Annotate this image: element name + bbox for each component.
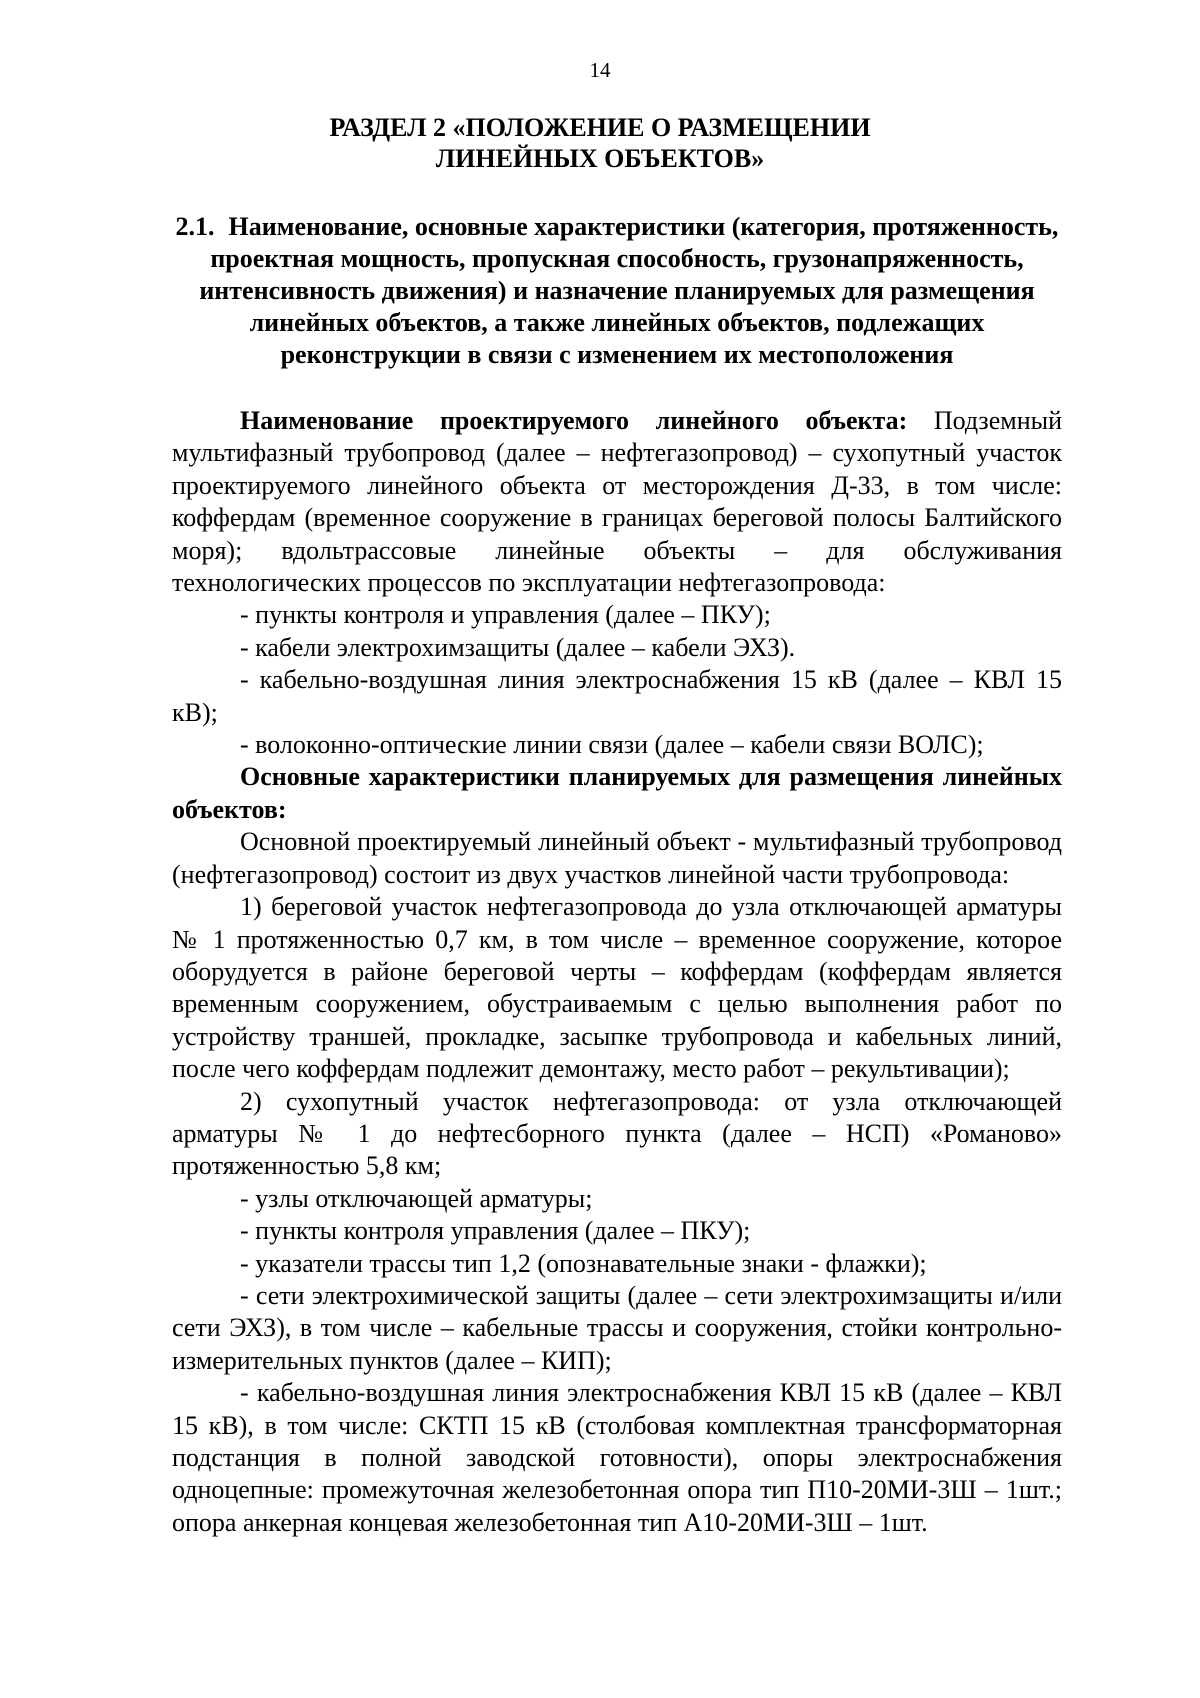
page-number: 14 xyxy=(589,58,611,82)
paragraph: Основной проектируемый линейный объект - мультифазный трубопровод (нефтегазопровод) состоит из двух участков линейной части трубопровода: xyxy=(172,827,1062,889)
list-item: - кабели электрохимзащиты (далее – кабели ЭХЗ). xyxy=(240,632,796,662)
subsection-heading xyxy=(172,211,1062,371)
section-title xyxy=(150,112,1050,174)
paragraph: 2) сухопутный участок нефтегазопровода: от узла отключающей арматуры № 1 до нефтесборного пункта (далее – НСП) «Романово» протяженностью 5,8 км; xyxy=(172,1086,1062,1181)
list-item: - пункты контроля и управления (далее – ПКУ); xyxy=(240,600,771,630)
list-item: - кабельно-воздушная линия электроснабжения КВЛ 15 кВ (далее – КВЛ 15 кВ), в том числе: СКТП 15 кВ (столбовая комплектная трансформаторная подстанция в полной заводской готовности), опоры электроснабжения одноцепные: промежуточная железобетонная опора тип П10-20МИ-3Ш – 1шт.; опора анкерная концевая железобетонная тип А10-20МИ-3Ш – 1шт. xyxy=(172,1378,1062,1537)
paragraph-text: Подземный мультифазный трубопровод (далее – нефтегазопровод) – сухопутный участок проектируемого линейного объекта от месторождения Д-33, в том числе: коффердам (временное сооружение в границах береговой полосы Балтийского моря); вдольтрассовые линейные объекты – для обслуживания технологических процессов по эксплуатации нефтегазопровода: xyxy=(172,406,1062,598)
document-body xyxy=(172,405,1062,1539)
paragraph-label: Основные характеристики планируемых для размещения линейных объектов: xyxy=(172,762,1062,824)
section-title-line-2: ЛИНЕЙНЫХ ОБЪЕКТОВ» xyxy=(435,144,765,173)
section-title-line-1: РАЗДЕЛ 2 «ПОЛОЖЕНИЕ О РАЗМЕЩЕНИИ xyxy=(329,113,871,142)
paragraph: 1) береговой участок нефтегазопровода до узла отключающей арматуры № 1 протяженностью 0,7 км, в том числе – временное сооружение, которое оборудуется в районе береговой черты – коффердам (коффердам является временным сооружением, обустраиваемым с целью выполнения работ по устройству траншей, прокладке, засыпке трубопровода и кабельных линий, после чего коффердам подлежит демонтажу, место работ – рекультивации); xyxy=(172,892,1062,1084)
paragraph-characteristics-heading xyxy=(172,761,1062,826)
list-item: - сети электрохимической защиты (далее – сети электрохимзащиты и/или сети ЭХЗ), в том числе – кабельные трассы и сооружения, стойки контрольно-измерительных пунктов (далее – КИП); xyxy=(172,1280,1062,1375)
list-item: - волоконно-оптические линии связи (далее – кабели связи ВОЛС); xyxy=(240,730,984,760)
list-item: - кабельно-воздушная линия электроснабжения 15 кВ (далее – КВЛ 15 кВ); xyxy=(172,665,1062,727)
subsection-number: 2.1. xyxy=(175,212,215,241)
list-item: - пункты контроля управления (далее – ПКУ); xyxy=(240,1216,751,1246)
paragraph-object-name xyxy=(172,405,1062,599)
paragraph-label: Наименование проектируемого линейного объекта: xyxy=(240,406,908,435)
list-item: - узлы отключающей арматуры; xyxy=(240,1183,593,1213)
list-item: - указатели трассы тип 1,2 (опознавательные знаки - флажки); xyxy=(240,1248,927,1278)
subsection-title: Наименование, основные характеристики (категория, протяженность, проектная мощность, пропускная способность, грузонапряженность, интенсивность движения) и назначение планируемых для размещения линейных объектов, а также линейных объектов, подлежащих реконструкции в связи с изменением их местоположения xyxy=(199,212,1059,369)
